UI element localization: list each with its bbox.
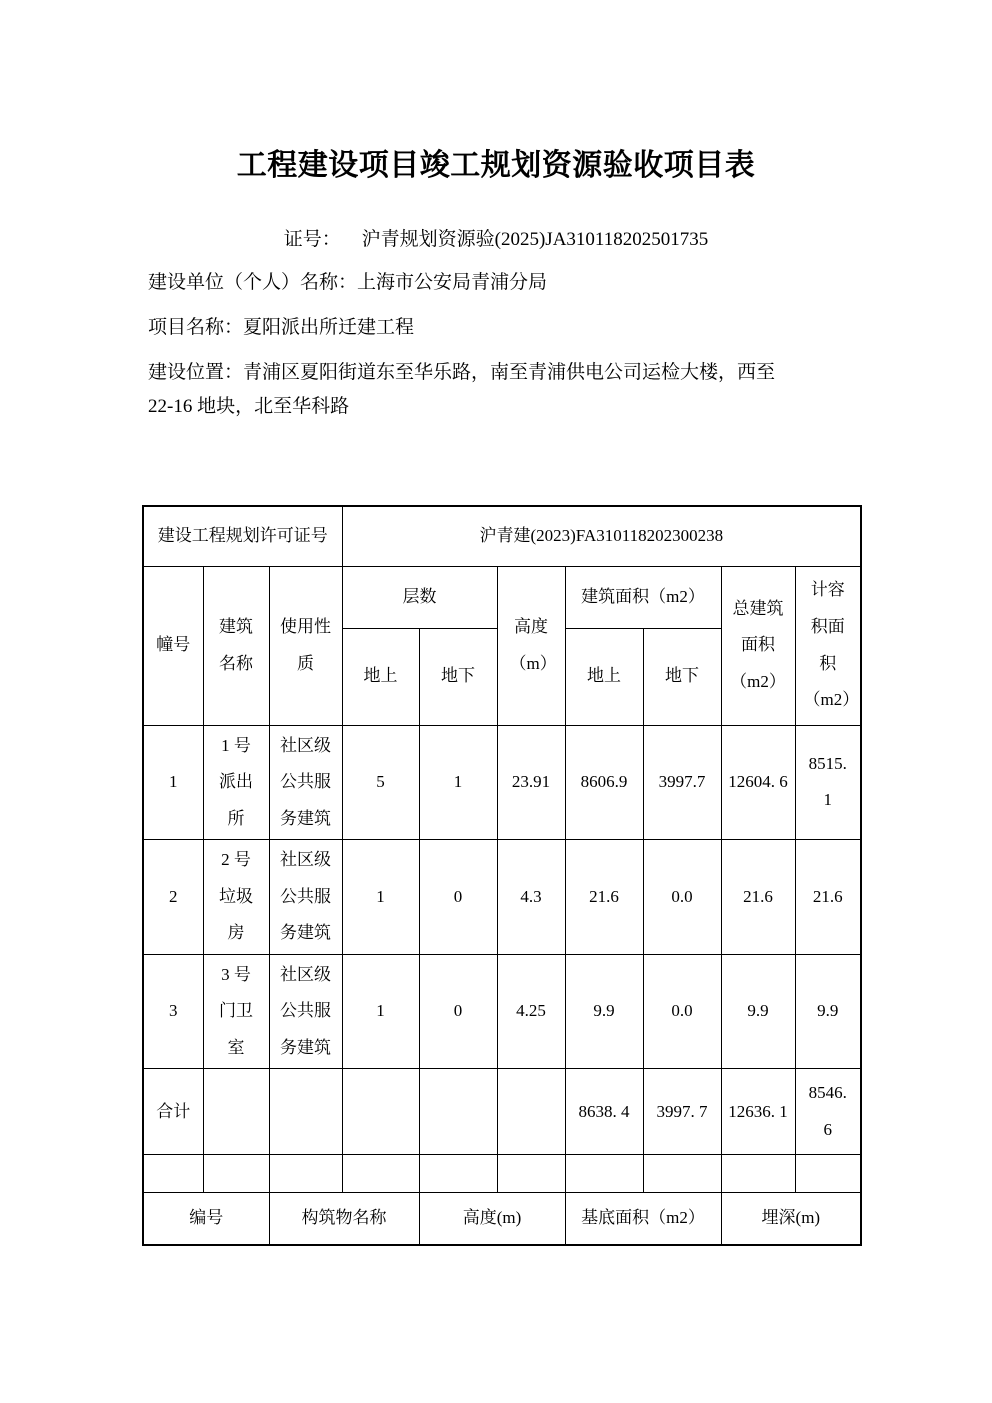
page-title: 工程建设项目竣工规划资源验收项目表 (236, 149, 756, 182)
empty-cell (643, 1155, 721, 1193)
empty-cell (497, 1069, 565, 1155)
header-building-name: 建筑名称 (203, 566, 269, 725)
cell-floors-above: 5 (342, 725, 419, 840)
cert-number-line (0, 224, 992, 251)
empty-cell (203, 1155, 269, 1193)
cell-far-area: 8515. 1 (795, 725, 861, 840)
footer-depth-cell: 埋深(m) (721, 1193, 861, 1245)
empty-cell (721, 1155, 795, 1193)
blank-row (143, 1155, 861, 1193)
header-far-area: 计容积面积（m2） (795, 566, 861, 725)
cell-height: 4.25 (497, 954, 565, 1069)
header-building-no: 幢号 (143, 566, 203, 725)
cell-building-name: 3 号门卫室 (203, 954, 269, 1069)
acceptance-table-wrap (142, 505, 862, 1246)
total-area-below-cell: 3997. 7 (643, 1069, 721, 1155)
construction-location-value: 青浦区夏阳街道东至华乐路，南至青浦供电公司运检大楼，西至 22-16 地块，北至华科路 (148, 362, 776, 418)
empty-cell (497, 1155, 565, 1193)
cell-area-above: 9.9 (565, 954, 643, 1069)
total-total-area-cell: 12636. 1 (721, 1069, 795, 1155)
cell-total-area: 21.6 (721, 840, 795, 955)
cell-building-no: 3 (143, 954, 203, 1069)
construction-location-line (148, 356, 798, 424)
cell-area-below: 3997.7 (643, 725, 721, 840)
table-row (143, 840, 861, 955)
footer-no-cell: 编号 (143, 1193, 269, 1245)
empty-cell (203, 1069, 269, 1155)
cell-floors-below: 0 (419, 954, 497, 1069)
permit-value-cell: 沪青建(2023)FA310118202300238 (342, 506, 861, 566)
total-label-cell: 合计 (143, 1069, 203, 1155)
footer-base-area-cell: 基底面积（m2） (565, 1193, 721, 1245)
cell-area-above: 21.6 (565, 840, 643, 955)
header-area-below: 地下 (643, 628, 721, 725)
empty-cell (143, 1155, 203, 1193)
header-usage: 使用性质 (269, 566, 342, 725)
cell-usage: 社区级公共服务建筑 (269, 954, 342, 1069)
table-row (143, 725, 861, 840)
cell-area-above: 8606.9 (565, 725, 643, 840)
total-far-area-cell: 8546. 6 (795, 1069, 861, 1155)
header-total-area: 总建筑面积（m2） (721, 566, 795, 725)
cell-usage: 社区级公共服务建筑 (269, 725, 342, 840)
cell-building-no: 1 (143, 725, 203, 840)
permit-row (143, 506, 861, 566)
cell-floors-above: 1 (342, 954, 419, 1069)
construction-unit-line (148, 266, 547, 300)
cell-area-below: 0.0 (643, 954, 721, 1069)
footer-structure-name-cell: 构筑物名称 (269, 1193, 419, 1245)
header-row-1 (143, 566, 861, 628)
cell-height: 4.3 (497, 840, 565, 955)
table-row (143, 954, 861, 1069)
total-row (143, 1069, 861, 1155)
cert-number-value: 沪青规划资源验(2025)JA310118202501735 (361, 229, 709, 250)
footer-height-cell: 高度(m) (419, 1193, 565, 1245)
cell-height: 23.91 (497, 725, 565, 840)
construction-unit-label: 建设单位（个人）名称： (148, 272, 358, 293)
empty-cell (269, 1155, 342, 1193)
header-floors-group: 层数 (342, 566, 497, 628)
empty-cell (342, 1155, 419, 1193)
cell-floors-below: 0 (419, 840, 497, 955)
total-area-above-cell: 8638. 4 (565, 1069, 643, 1155)
structure-header-row (143, 1193, 861, 1245)
cell-far-area: 9.9 (795, 954, 861, 1069)
cell-far-area: 21.6 (795, 840, 861, 955)
cell-total-area: 9.9 (721, 954, 795, 1069)
project-name-value: 夏阳派出所迁建工程 (243, 317, 415, 338)
construction-location-label: 建设位置： (148, 362, 244, 383)
empty-cell (342, 1069, 419, 1155)
construction-unit-value: 上海市公安局青浦分局 (357, 272, 548, 293)
cell-building-name: 1 号派出所 (203, 725, 269, 840)
empty-cell (419, 1155, 497, 1193)
empty-cell (565, 1155, 643, 1193)
header-area-group: 建筑面积（m2） (565, 566, 721, 628)
cell-building-name: 2 号垃圾房 (203, 840, 269, 955)
project-name-line (148, 311, 414, 345)
cell-total-area: 12604. 6 (721, 725, 795, 840)
header-floors-above: 地上 (342, 628, 419, 725)
cert-number-label: 证号： (283, 229, 341, 250)
cell-building-no: 2 (143, 840, 203, 955)
empty-cell (419, 1069, 497, 1155)
empty-cell (795, 1155, 861, 1193)
project-name-label: 项目名称： (148, 317, 244, 338)
empty-cell (269, 1069, 342, 1155)
cell-floors-below: 1 (419, 725, 497, 840)
header-height: 高度（m） (497, 566, 565, 725)
header-area-above: 地上 (565, 628, 643, 725)
cell-area-below: 0.0 (643, 840, 721, 955)
cell-floors-above: 1 (342, 840, 419, 955)
cell-usage: 社区级公共服务建筑 (269, 840, 342, 955)
acceptance-table (142, 505, 862, 1246)
header-floors-below: 地下 (419, 628, 497, 725)
permit-label-cell: 建设工程规划许可证号 (143, 506, 342, 566)
